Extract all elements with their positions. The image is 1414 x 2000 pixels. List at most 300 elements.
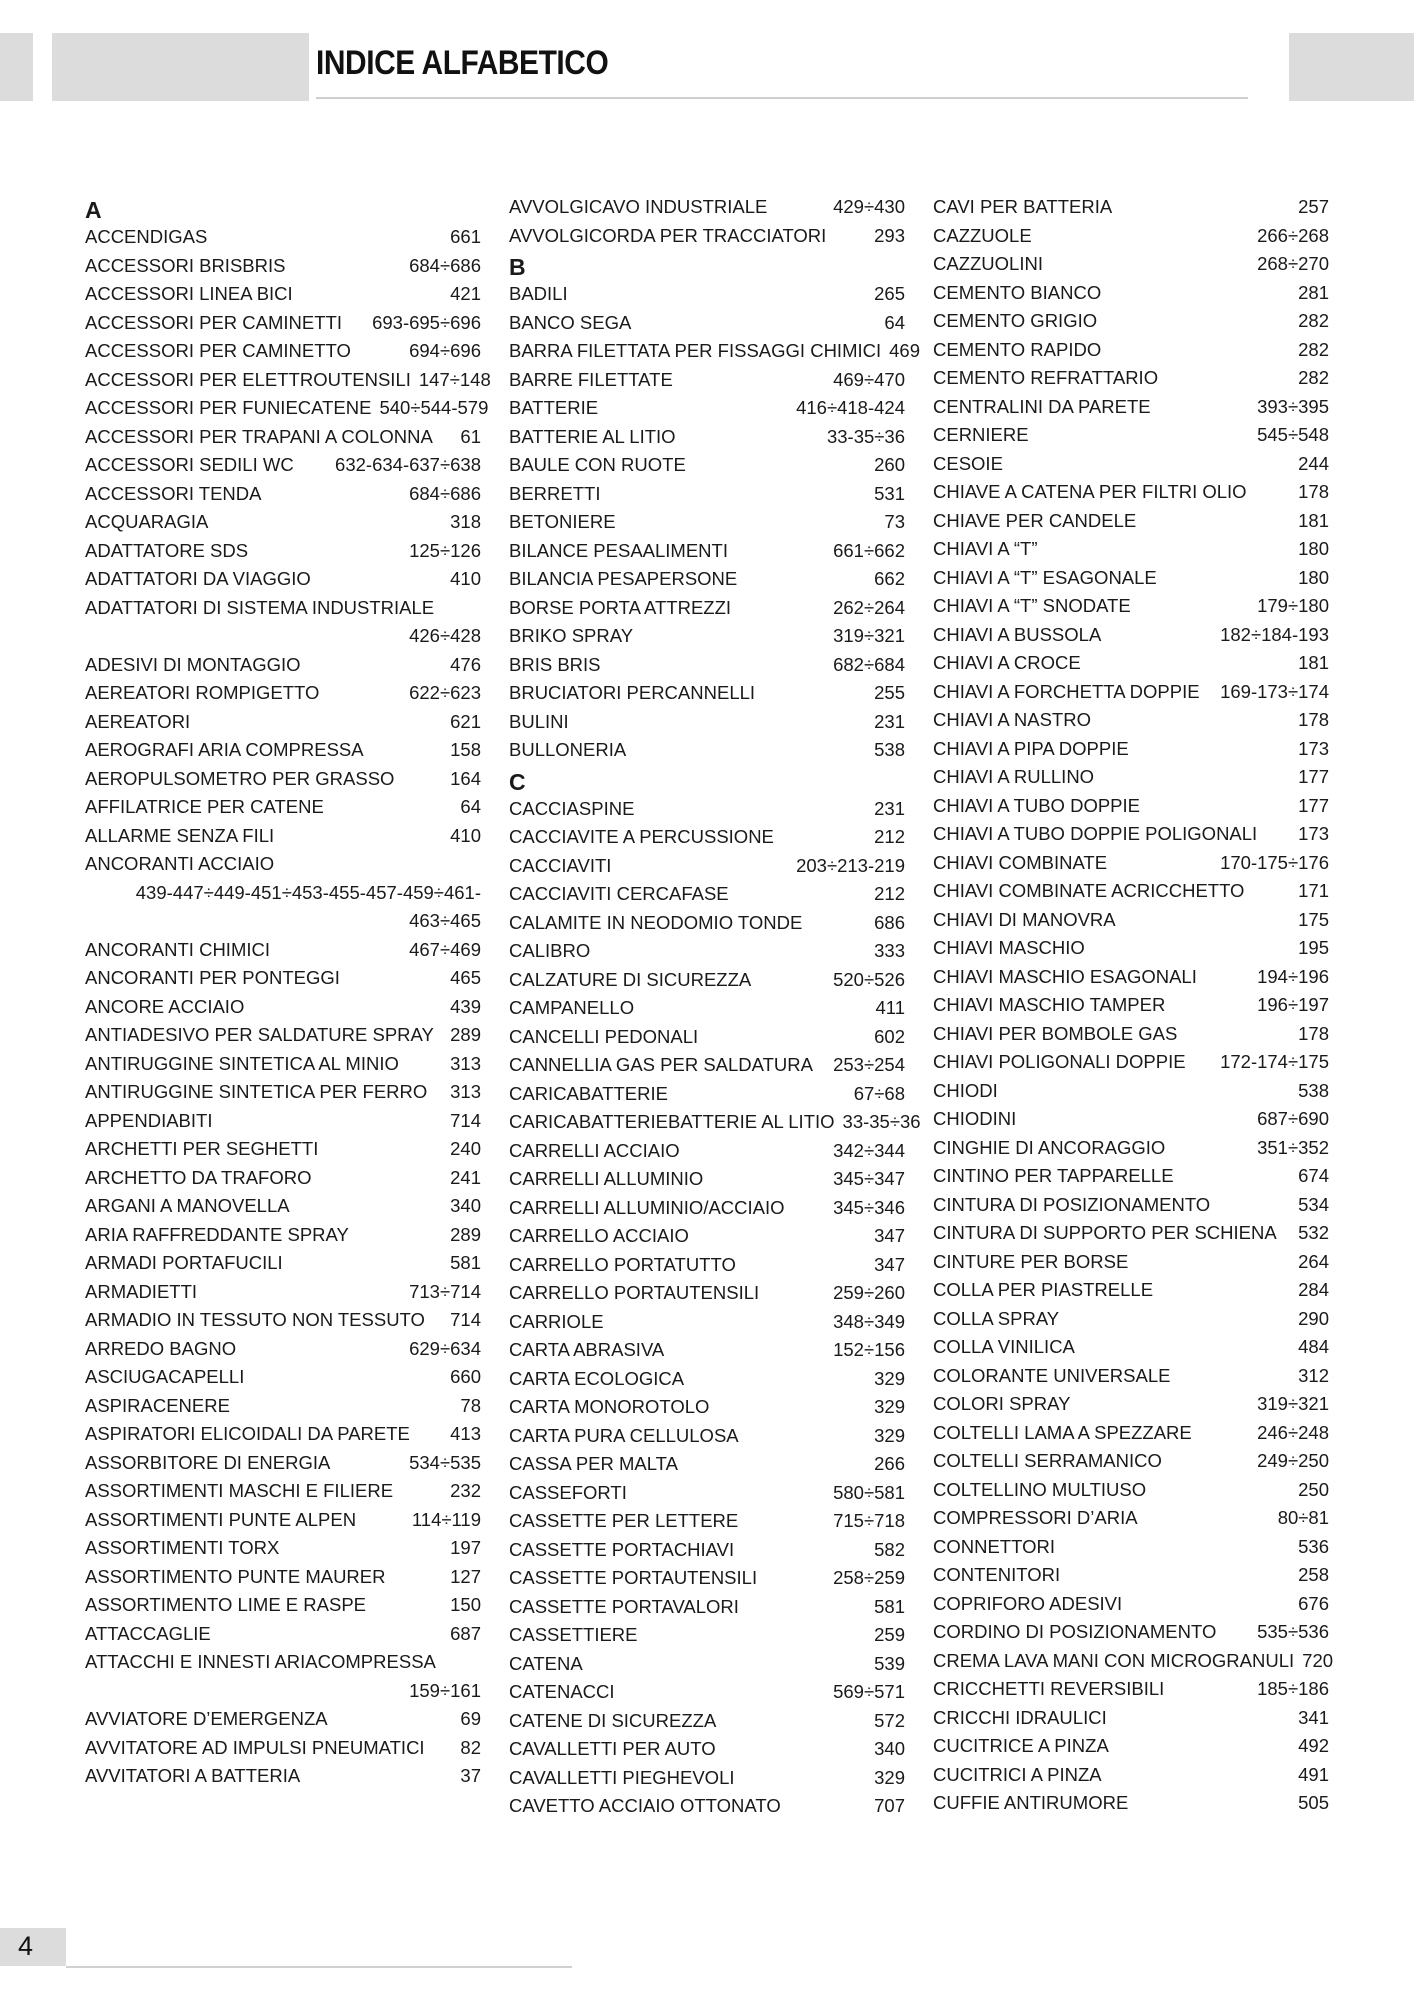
index-entry — [933, 222, 1329, 251]
index-entry — [933, 307, 1329, 336]
index-entry — [509, 508, 905, 537]
index-entry — [509, 1023, 905, 1052]
entry-term: BETONIERE — [509, 511, 616, 532]
entry-term: CEMENTO GRIGIO — [933, 310, 1098, 331]
index-entry — [933, 820, 1329, 849]
index-entry — [509, 1393, 905, 1422]
index-entry — [933, 1647, 1334, 1676]
index-entry — [85, 594, 481, 623]
entry-page: 260 — [874, 454, 905, 475]
index-entry — [85, 850, 481, 879]
index-entry — [85, 1021, 481, 1050]
entry-page: 244 — [1298, 452, 1329, 474]
entry-page: 125÷126 — [409, 539, 481, 561]
entry-page: 173 — [1298, 823, 1329, 844]
index-entry — [85, 936, 481, 965]
index-entry — [933, 621, 1329, 650]
entry-page: 147÷148 — [418, 368, 491, 390]
entry-term: CERNIERE — [933, 424, 1029, 445]
index-entry — [509, 1194, 905, 1223]
entry-page: 61 — [460, 425, 481, 447]
entry-page: 290 — [1298, 1307, 1329, 1329]
entry-page: 660 — [450, 1366, 481, 1387]
page-title: INDICE ALFABETICO — [316, 44, 609, 82]
index-entry — [85, 822, 481, 851]
index-entry — [509, 1792, 905, 1821]
index-entry — [933, 478, 1329, 507]
entry-page: 282 — [1298, 310, 1329, 331]
index-entry — [933, 1590, 1329, 1619]
entry-term: CEMENTO BIANCO — [933, 281, 1102, 303]
index-entry — [85, 394, 489, 423]
index-entry — [933, 1504, 1329, 1533]
entry-page: 694÷696 — [409, 340, 481, 361]
entry-page: 534 — [1298, 1193, 1329, 1215]
entry-term: CATENA — [509, 1652, 583, 1674]
entry-page: 421 — [450, 283, 481, 304]
entry-term: CINTURA DI SUPPORTO PER SCHIENA — [933, 1222, 1277, 1243]
entry-page: 345÷347 — [833, 1168, 905, 1189]
entry-term: CHIAVI MASCHIO ESAGONALI — [933, 965, 1197, 987]
entry-page: 69 — [460, 1708, 481, 1729]
index-entry — [933, 1732, 1329, 1761]
entry-page: 114÷119 — [411, 1508, 481, 1530]
entry-term: CASSETTE PORTACHIAVI — [509, 1538, 735, 1560]
header-tab-middle — [52, 33, 309, 101]
entry-page: 289 — [450, 1024, 481, 1045]
entry-page: 491 — [1298, 1763, 1329, 1785]
entry-term: CINTURA DI POSIZIONAMENTO — [933, 1193, 1211, 1215]
entry-page: 212 — [874, 826, 905, 847]
entry-page-continuation: 463÷465 — [409, 910, 481, 931]
entry-term: ASSORTIMENTI MASCHI E FILIERE — [85, 1480, 394, 1501]
entry-page: 262÷264 — [833, 596, 905, 618]
index-entry — [85, 679, 481, 708]
entry-term: ANCORE ACCIAIO — [85, 995, 245, 1017]
index-entry — [85, 993, 481, 1022]
entry-page: 476 — [450, 653, 481, 675]
index-entry — [85, 736, 481, 765]
entry-page: 265 — [874, 283, 905, 304]
entry-term: CAZZUOLINI — [933, 253, 1043, 274]
entry-page-continuation: 159÷161 — [409, 1679, 481, 1701]
entry-page: 169-173÷174 — [1220, 680, 1329, 702]
entry-page: 152÷156 — [833, 1339, 905, 1360]
entry-term: BARRA FILETTATA PER FISSAGGI CHIMICI — [509, 340, 882, 361]
entry-term: ADATTATORE SDS — [85, 539, 249, 561]
index-entry — [85, 1762, 481, 1791]
entry-term: ATTACCHI E INNESTI ARIACOMPRESSA — [85, 1651, 436, 1672]
entry-page: 538 — [1298, 1079, 1329, 1101]
entry-page: 413 — [450, 1423, 481, 1444]
entry-term: ANCORANTI ACCIAIO — [85, 853, 275, 874]
entry-page: 581 — [874, 1595, 905, 1617]
index-entry — [933, 877, 1329, 906]
entry-page: 676 — [1298, 1592, 1329, 1614]
index-entry — [933, 763, 1329, 792]
entry-term: ACCESSORI PER ELETTROUTENSILI — [85, 368, 411, 390]
index-entry — [509, 1678, 905, 1707]
entry-term: CASSETTE PORTAUTENSILI — [509, 1567, 758, 1588]
index-entry — [509, 280, 905, 309]
footer-rule — [66, 1966, 572, 1968]
index-entry — [933, 1191, 1329, 1220]
entry-term: CHIAVI A PIPA DOPPIE — [933, 737, 1129, 759]
entry-page: 329 — [874, 1396, 905, 1417]
index-entry — [85, 1249, 481, 1278]
index-entry — [933, 1248, 1329, 1277]
entry-term: CHIAVI DI MANOVRA — [933, 908, 1116, 930]
entry-term: ADATTATORI DI SISTEMA INDUSTRIALE — [85, 596, 435, 618]
entry-term: CACCIASPINE — [509, 797, 635, 819]
index-entry — [933, 336, 1329, 365]
entry-page: 212 — [874, 883, 905, 904]
entry-page: 674 — [1298, 1165, 1329, 1186]
entry-term: CARICABATTERIEBATTERIE AL LITIO — [509, 1111, 835, 1132]
index-entry — [509, 909, 905, 938]
index-entry — [85, 537, 481, 566]
entry-term: ACCESSORI LINEA BICI — [85, 283, 293, 304]
index-entry — [509, 1080, 905, 1109]
entry-term: ACCESSORI PER TRAPANI A COLONNA — [85, 425, 433, 447]
entry-term: CASSEFORTI — [509, 1481, 627, 1503]
index-entry — [85, 793, 481, 822]
index-entry — [509, 1108, 921, 1137]
index-entry — [85, 1335, 481, 1364]
entry-page: 80÷81 — [1277, 1507, 1329, 1528]
entry-term: AVVITATORI A BATTERIA — [85, 1765, 301, 1786]
entry-term: ACCESSORI BRISBRIS — [85, 254, 286, 276]
index-entry — [85, 1135, 481, 1164]
entry-term: CAVALLETTI PIEGHEVOLI — [509, 1766, 735, 1788]
index-entry — [85, 1363, 481, 1392]
entry-page: 289 — [450, 1223, 481, 1245]
index-entry — [85, 1705, 481, 1734]
entry-page: 257 — [1298, 196, 1329, 217]
entry-term: ACCESSORI PER FUNIECATENE — [85, 397, 372, 418]
index-entry — [509, 823, 905, 852]
entry-term: COLTELLI SERRAMANICO — [933, 1450, 1162, 1471]
entry-page: 181 — [1298, 652, 1329, 673]
entry-term: CHIAVI A RULLINO — [933, 766, 1095, 787]
entry-term: CAVI PER BATTERIA — [933, 196, 1113, 217]
index-entry — [509, 366, 905, 395]
entry-term: AVVIATORE D’EMERGENZA — [85, 1708, 328, 1729]
index-entry — [509, 937, 905, 966]
entry-term: BRIS BRIS — [509, 653, 601, 675]
entry-term: COLORANTE UNIVERSALE — [933, 1364, 1171, 1386]
entry-page: 329 — [874, 1766, 905, 1788]
entry-term: CALIBRO — [509, 940, 591, 961]
index-entry — [509, 309, 905, 338]
entry-term: ADATTATORI DA VIAGGIO — [85, 568, 311, 589]
entry-page: 684÷686 — [409, 254, 481, 276]
entry-term: ANCORANTI CHIMICI — [85, 938, 270, 960]
index-entry — [85, 1278, 481, 1307]
index-entry — [85, 1648, 481, 1677]
entry-term: CARRELLI ALLUMINIO — [509, 1168, 704, 1189]
entry-term: CASSETTIERE — [509, 1624, 638, 1645]
entry-page: 282 — [1298, 367, 1329, 388]
index-column-3 — [933, 193, 1334, 1818]
entry-term: ANTIRUGGINE SINTETICA PER FERRO — [85, 1081, 428, 1102]
entry-page: 64 — [460, 796, 481, 817]
entry-page: 682÷684 — [833, 653, 905, 675]
entry-term: AEROGRAFI ARIA COMPRESSA — [85, 739, 364, 760]
index-entry — [85, 964, 481, 993]
entry-term: CHIODINI — [933, 1108, 1017, 1129]
index-entry — [85, 1734, 481, 1763]
entry-term: CARTA ECOLOGICA — [509, 1367, 685, 1389]
entry-page: 319÷321 — [833, 625, 905, 646]
index-entry — [509, 679, 905, 708]
entry-term: COLORI SPRAY — [933, 1393, 1071, 1414]
entry-page: 181 — [1298, 509, 1329, 531]
entry-page: 173 — [1298, 737, 1329, 759]
index-entry — [85, 1392, 481, 1421]
entry-term: AEREATORI — [85, 710, 191, 732]
entry-term: COLTELLI LAMA A SPEZZARE — [933, 1421, 1192, 1443]
entry-page: 342÷344 — [833, 1139, 905, 1161]
entry-term: CONNETTORI — [933, 1535, 1055, 1557]
index-entry — [933, 1077, 1329, 1106]
index-entry — [85, 1506, 481, 1535]
entry-page: 164 — [450, 767, 481, 789]
index-entry — [509, 394, 905, 423]
entry-term: ACCESSORI SEDILI WC — [85, 454, 294, 475]
entry-page: 172-174÷175 — [1220, 1051, 1329, 1072]
entry-page: 284 — [1298, 1279, 1329, 1300]
index-entry — [509, 1251, 905, 1280]
index-entry — [933, 735, 1329, 764]
entry-page-continuation: 426÷428 — [409, 625, 481, 646]
index-entry — [933, 592, 1329, 621]
entry-page: 264 — [1298, 1250, 1329, 1272]
index-entry — [933, 1162, 1329, 1191]
index-entry — [85, 1164, 481, 1193]
entry-term: ARMADIO IN TESSUTO NON TESSUTO — [85, 1309, 425, 1330]
entry-page: 249÷250 — [1257, 1450, 1329, 1471]
entry-page: 581 — [450, 1252, 481, 1273]
entry-term: CHIODI — [933, 1079, 998, 1101]
entry-page: 582 — [874, 1538, 905, 1560]
index-entry — [933, 1789, 1329, 1818]
entry-term: BRUCIATORI PERCANNELLI — [509, 682, 756, 703]
entry-page: 531 — [874, 482, 905, 504]
entry-page: 467÷469 — [409, 938, 481, 960]
entry-term: CARRELLO ACCIAIO — [509, 1225, 689, 1246]
entry-page: 231 — [874, 710, 905, 732]
index-entry — [933, 906, 1329, 935]
entry-term: ARGANI A MANOVELLA — [85, 1195, 290, 1216]
entry-term: ACCENDIGAS — [85, 226, 208, 247]
entry-page: 684÷686 — [409, 482, 481, 504]
index-entry — [85, 1050, 481, 1079]
index-entry — [509, 1279, 905, 1308]
entry-page: 545÷548 — [1257, 424, 1329, 445]
entry-page: 687 — [450, 1622, 481, 1644]
index-entry — [85, 765, 481, 794]
entry-page: 293 — [874, 224, 905, 246]
letter-heading: C — [509, 768, 526, 795]
index-entry — [509, 1621, 905, 1650]
page-number: 4 — [18, 1931, 34, 1961]
entry-page: 179÷180 — [1257, 595, 1329, 616]
entry-page: 347 — [874, 1225, 905, 1246]
entry-term: CHIAVI MASCHIO — [933, 937, 1085, 958]
entry-term: CALZATURE DI SICUREZZA — [509, 968, 752, 990]
entry-page: 240 — [450, 1138, 481, 1159]
entry-term: CARRIOLE — [509, 1310, 604, 1332]
index-entry — [509, 565, 905, 594]
entry-term: BADILI — [509, 283, 568, 304]
entry-term: ARCHETTI PER SEGHETTI — [85, 1138, 319, 1159]
index-entry — [509, 423, 905, 452]
index-entry — [85, 651, 481, 680]
entry-term: COLTELLINO MULTIUSO — [933, 1478, 1147, 1500]
index-entry — [933, 1276, 1329, 1305]
index-entry — [933, 1675, 1329, 1704]
entry-page: 73 — [884, 511, 905, 532]
entry-page: 266 — [874, 1453, 905, 1474]
entry-page: 33-35÷36 — [826, 425, 905, 447]
entry-page: 259÷260 — [833, 1282, 905, 1303]
entry-term: COLLA SPRAY — [933, 1307, 1060, 1329]
entry-page: 410 — [450, 568, 481, 589]
entry-term: CATENE DI SICUREZZA — [509, 1709, 717, 1731]
entry-term: CACCIAVITE A PERCUSSIONE — [509, 826, 774, 847]
entry-term: AVVOLGICORDA PER TRACCIATORI — [509, 224, 827, 246]
index-entry — [933, 792, 1329, 821]
index-entry — [933, 1390, 1329, 1419]
index-entry — [509, 1165, 905, 1194]
index-entry — [933, 1419, 1329, 1448]
entry-page: 313 — [450, 1052, 481, 1074]
index-entry — [85, 1192, 481, 1221]
entry-page: 492 — [1298, 1735, 1329, 1756]
index-entry — [85, 1563, 481, 1592]
index-entry — [85, 309, 481, 338]
entry-term: CHIAVI A “T” SNODATE — [933, 595, 1131, 616]
entry-page: 345÷346 — [833, 1196, 905, 1218]
entry-term: BAULE CON RUOTE — [509, 454, 686, 475]
entry-page: 177 — [1298, 794, 1329, 816]
index-entry — [509, 708, 905, 737]
entry-term: ARREDO BAGNO — [85, 1337, 237, 1359]
entry-term: BRIKO SPRAY — [509, 625, 634, 646]
entry-term: CHIAVI A TUBO DOPPIE — [933, 794, 1140, 816]
index-entry — [509, 1479, 905, 1508]
entry-page: 329 — [874, 1424, 905, 1446]
entry-page: 539 — [874, 1652, 905, 1674]
entry-page: 329 — [874, 1367, 905, 1389]
index-entry — [509, 736, 905, 765]
index-entry — [509, 537, 905, 566]
entry-term: CUFFIE ANTIRUMORE — [933, 1792, 1129, 1813]
entry-term: ARMADIETTI — [85, 1280, 198, 1302]
entry-page: 266÷268 — [1257, 224, 1329, 246]
entry-page: 469 — [889, 340, 920, 361]
index-entry — [933, 1048, 1329, 1077]
index-entry — [85, 223, 481, 252]
entry-page: 686 — [874, 911, 905, 933]
index-entry — [933, 1447, 1329, 1476]
entry-term: COLLA PER PIASTRELLE — [933, 1279, 1154, 1300]
entry-term: CHIAVI A TUBO DOPPIE POLIGONALI — [933, 823, 1258, 844]
entry-page: 203÷213-219 — [796, 854, 905, 876]
entry-term: CARTA MONOROTOLO — [509, 1396, 710, 1417]
entry-page: 333 — [874, 940, 905, 961]
entry-term: BILANCE PESAALIMENTI — [509, 539, 728, 561]
entry-page: 268÷270 — [1257, 253, 1329, 274]
index-entry — [933, 934, 1329, 963]
index-entry — [933, 963, 1329, 992]
entry-page: 715÷718 — [833, 1510, 905, 1531]
index-entry — [933, 1219, 1329, 1248]
entry-term: CHIAVI PER BOMBOLE GAS — [933, 1022, 1178, 1044]
index-entry — [85, 1221, 481, 1250]
entry-term: ASSORBITORE DI ENERGIA — [85, 1451, 331, 1473]
entry-page: 484 — [1298, 1336, 1329, 1357]
entry-term: CINTURE PER BORSE — [933, 1250, 1129, 1272]
index-entry — [509, 1308, 905, 1337]
index-entry — [509, 994, 905, 1023]
index-entry — [509, 880, 905, 909]
entry-term: ACCESSORI PER CAMINETTI — [85, 311, 342, 333]
index-entry — [933, 1305, 1329, 1334]
entry-page: 661÷662 — [833, 539, 905, 561]
index-entry — [933, 1561, 1329, 1590]
entry-term: AEREATORI ROMPIGETTO — [85, 682, 320, 703]
entry-term: ASSORTIMENTO LIME E RASPE — [85, 1594, 366, 1615]
entry-page: 536 — [1298, 1535, 1329, 1557]
entry-term: CATENACCI — [509, 1681, 615, 1702]
entry-term: ATTACCAGLIE — [85, 1622, 211, 1644]
entry-page: 150 — [450, 1594, 481, 1615]
index-entry — [509, 480, 905, 509]
index-entry — [933, 1476, 1329, 1505]
entry-term: CONTENITORI — [933, 1564, 1061, 1585]
entry-term: BILANCIA PESAPERSONE — [509, 568, 738, 589]
entry-term: BULINI — [509, 710, 569, 732]
entry-page: 340 — [874, 1738, 905, 1759]
entry-page: 662 — [874, 568, 905, 589]
entry-page: 82 — [460, 1736, 481, 1758]
entry-page: 255 — [874, 682, 905, 703]
entry-term: CACCIAVITI CERCAFASE — [509, 883, 729, 904]
entry-term: ANTIRUGGINE SINTETICA AL MINIO — [85, 1052, 399, 1074]
index-entry — [933, 1618, 1329, 1647]
entry-page: 687÷690 — [1257, 1108, 1329, 1129]
entry-page: 182÷184-193 — [1220, 623, 1329, 645]
entry-term: CALAMITE IN NEODOMIO TONDE — [509, 911, 803, 933]
entry-term: CHIAVI A BUSSOLA — [933, 623, 1102, 645]
index-entry — [933, 250, 1329, 279]
index-entry — [85, 252, 481, 281]
entry-term: CARRELLO PORTAUTENSILI — [509, 1282, 760, 1303]
entry-term: ACCESSORI PER CAMINETTO — [85, 340, 351, 361]
entry-term: CINTINO PER TAPPARELLE — [933, 1165, 1174, 1186]
entry-term: ASPIRACENERE — [85, 1394, 230, 1416]
entry-term: CAMPANELLO — [509, 997, 635, 1018]
entry-term: CASSA PER MALTA — [509, 1453, 678, 1474]
entry-page: 281 — [1298, 281, 1329, 303]
index-entry — [509, 852, 905, 881]
index-entry — [85, 451, 481, 480]
entry-page: 693-695÷696 — [372, 311, 481, 333]
index-entry — [509, 1650, 905, 1679]
index-entry — [509, 594, 905, 623]
